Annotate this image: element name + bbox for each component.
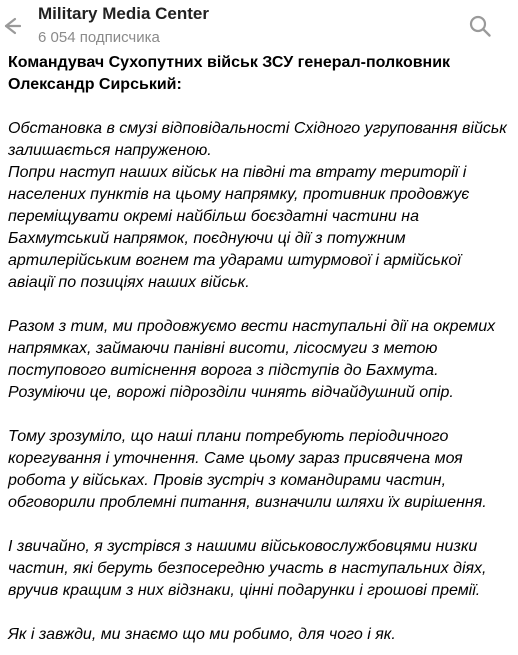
text-line: Разом з тим, ми продовжуємо вести наступальні дії на окремих (8, 318, 496, 335)
text-line: частин, які беруть безпосередню участь в наступальних діях, (8, 560, 487, 577)
text-line: Як і завжди, ми знаємо що ми робимо, для чого і як. (8, 626, 396, 643)
post-heading (8, 52, 514, 96)
heading-line: Олександр Сирський: (8, 76, 182, 93)
text-line: залишається напруженою. (8, 142, 212, 159)
paragraph-offensive (8, 316, 514, 404)
text-line: вручив кращим з них відзнаки, цінні подарунки і грошові премії. (8, 582, 481, 599)
back-button[interactable] (0, 8, 22, 44)
paragraph-awards (8, 536, 514, 602)
back-arrow-icon (1, 16, 21, 36)
text-line: Обстановка в смузі відповідальності Східного угруповання військ (8, 120, 507, 137)
paragraph-plans (8, 426, 514, 514)
text-line: обговорили проблемні питання, визначили шляхи їх вирішення. (8, 494, 487, 511)
paragraph-situation (8, 118, 514, 294)
text-line: Попри наступ наших військ на півдні та втрату території і (8, 164, 467, 181)
channel-header (0, 0, 518, 52)
heading-line: Командувач Сухопутних військ ЗСУ генерал-полковник (8, 54, 451, 71)
text-line: робота у військах. Провів зустріч з командирами частин, (8, 472, 447, 489)
text-line: поступового витіснення ворога з підступів до Бахмута. (8, 362, 439, 379)
text-line: Бахмутський напрямок, поєднуючи ці дії з потужним (8, 230, 406, 247)
text-line: авіації по позиціях наших військ. (8, 274, 250, 291)
text-line: Тому зрозуміло, що наші плани потребують періодичного (8, 428, 449, 445)
text-line: переміщувати окремі найбільш боєздатні частини на (8, 208, 419, 225)
text-line: І звичайно, я зустрівся з нашими військовослужбовцями низки (8, 538, 478, 555)
text-line: корегування і уточнення. Саме цьому зараз присвячена моя (8, 450, 463, 467)
subscriber-count: 6 054 подписчика (38, 29, 160, 46)
paragraph-closing (8, 624, 514, 646)
text-line: напрямках, займаючи панівні висоти, лісосмуги з метою (8, 340, 438, 357)
search-button[interactable] (466, 12, 494, 40)
text-line: Розуміючи це, ворожі підрозділи чинять відчайдушний опір. (8, 384, 454, 401)
text-line: населених пунктів на цьому напрямку, противник продовжує (8, 186, 470, 203)
channel-title[interactable]: Military Media Center (38, 4, 209, 23)
text-line: артилерійським вогнем та ударами штурмової і армійської (8, 252, 461, 269)
search-icon (468, 14, 492, 38)
post-body (8, 52, 514, 646)
